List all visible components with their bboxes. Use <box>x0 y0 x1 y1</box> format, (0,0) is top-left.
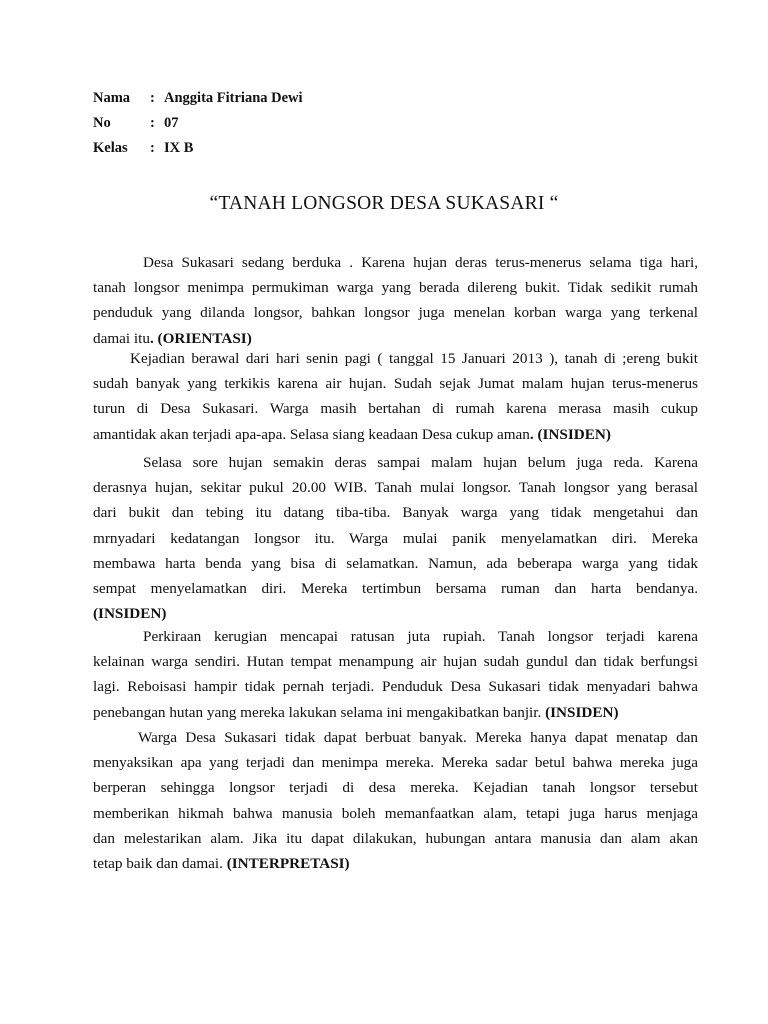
section-label: . (ORIENTASI) <box>149 329 252 347</box>
document-title: “TANAH LONGSOR DESA SUKASARI “ <box>209 193 559 214</box>
paragraph-3-line <box>143 454 698 472</box>
line-text: lagi. Reboisasi hampir tidak pernah terjadi. Penduduk Desa Sukasari tidak menyadari bahwa <box>93 678 698 696</box>
paragraph-4-line <box>93 653 698 671</box>
info-value: Anggita Fitriana Dewi <box>164 90 303 106</box>
line-text: kelainan warga sendiri. Hutan tempat menampung air hujan sudah gundul dan tidak berfungsi <box>93 653 698 671</box>
line-text: Warga Desa Sukasari tidak dapat berbuat banyak. Mereka hanya dapat menatap dan <box>138 729 698 746</box>
section-label: (INSIDEN) <box>93 605 167 623</box>
paragraph-1-line <box>93 304 698 322</box>
line-text: sempat menyelamatkan diri. Mereka tertimbun bersama ruman dan harta bendanya. <box>93 580 698 597</box>
paragraph-3-line <box>93 504 698 522</box>
paragraph-5-line <box>93 830 698 848</box>
paragraph-4-line <box>93 678 698 696</box>
line-text: memberikan hikmah bahwa manusia boleh memanfaatkan alam, tetapi juga harus menjaga <box>93 804 698 822</box>
line-text: berperan sehingga longsor terjadi di desa mereka. Kejadian tanah longsor tersebut <box>93 779 698 797</box>
paragraph-5-line <box>93 779 698 797</box>
line-text: amantidak akan terjadi apa-apa. Selasa siang keadaan Desa cukup aman <box>93 425 530 443</box>
info-separator: : <box>150 90 155 106</box>
line-text: Selasa sore hujan semakin deras sampai malam hujan belum juga reda. Karena <box>143 454 698 471</box>
info-value: 07 <box>164 115 179 131</box>
line-text: damai itu <box>93 329 150 347</box>
line-text: derasnya hujan, sekitar pukul 20.00 WIB. Tanah mulai longsor. Tanah longsor yang berasal <box>93 479 698 497</box>
info-separator: : <box>150 140 155 156</box>
paragraph-5-line <box>93 805 698 823</box>
paragraph-1-line <box>93 330 698 348</box>
line-text: tetap baik dan damai. <box>93 855 227 872</box>
paragraph-3-line <box>93 605 698 623</box>
paragraph-1-line <box>93 279 698 297</box>
paragraph-3-line <box>93 580 698 598</box>
line-text: dari bukit dan tebing itu datang tiba-tiba. Banyak warga yang tidak mengetahui dan <box>93 504 698 522</box>
paragraph-3-line <box>93 530 698 548</box>
line-text: penebangan hutan yang mereka lakukan selama ini mengakibatkan banjir. <box>93 703 546 721</box>
paragraph-5-line <box>138 729 698 747</box>
line-text: membawa harta benda yang bisa di selamatkan. Namun, ada beberapa warga yang tidak <box>93 554 698 572</box>
info-label: Nama <box>93 90 131 106</box>
paragraph-2-line <box>93 375 698 393</box>
line-text: penduduk yang dilanda longsor, bahkan longsor juga menelan korban warga yang terkenal <box>93 304 698 322</box>
info-label: No <box>93 115 111 131</box>
paragraph-4-line <box>93 704 698 722</box>
section-label: (INTERPRETASI) <box>226 855 350 872</box>
paragraph-4-line <box>143 628 698 646</box>
line-text: Kejadian berawal dari hari senin pagi ( tanggal 15 Januari 2013 ), tanah di ;ereng bukit <box>130 350 698 367</box>
line-text: mrnyadari kedatangan longsor itu. Warga mulai panik menyelamatkan diri. Mereka <box>93 529 698 547</box>
section-label: (INSIDEN) <box>545 703 619 721</box>
paragraph-5-line <box>93 754 698 772</box>
paragraph-2-line <box>130 350 698 368</box>
line-text: dan melestarikan alam. Jika itu dapat dilakukan, hubungan antara manusia dan alam akan <box>93 829 698 847</box>
paragraph-3-line <box>93 479 698 497</box>
info-label: Kelas <box>93 140 128 156</box>
line-text: Desa Sukasari sedang berduka . Karena hujan deras terus-menerus selama tiga hari, <box>143 254 698 271</box>
line-text: Perkiraan kerugian mencapai ratusan juta rupiah. Tanah longsor terjadi karena <box>143 628 698 645</box>
line-text: sudah banyak yang terkikis karena air hujan. Sudah sejak Jumat malam hujan terus-menerus <box>93 375 698 393</box>
paragraph-3-line <box>93 555 698 573</box>
paragraph-1-line <box>143 254 698 272</box>
info-value: IX B <box>164 140 194 156</box>
info-separator: : <box>150 115 155 131</box>
paragraph-2-line <box>93 426 698 444</box>
line-text: turun di Desa Sukasari. Warga masih bertahan di rumah karena merasa masih cukup <box>93 400 698 418</box>
line-text: menyaksikan apa yang terjadi dan menimpa mereka. Mereka sadar betul bahwa mereka juga <box>93 754 698 772</box>
paragraph-2-line <box>93 400 698 418</box>
section-label: . (INSIDEN) <box>529 425 611 443</box>
line-text: tanah longsor menimpa permukiman warga yang berada dilereng bukit. Tidak sedikit rumah <box>93 279 698 297</box>
paragraph-5-line <box>93 855 698 873</box>
